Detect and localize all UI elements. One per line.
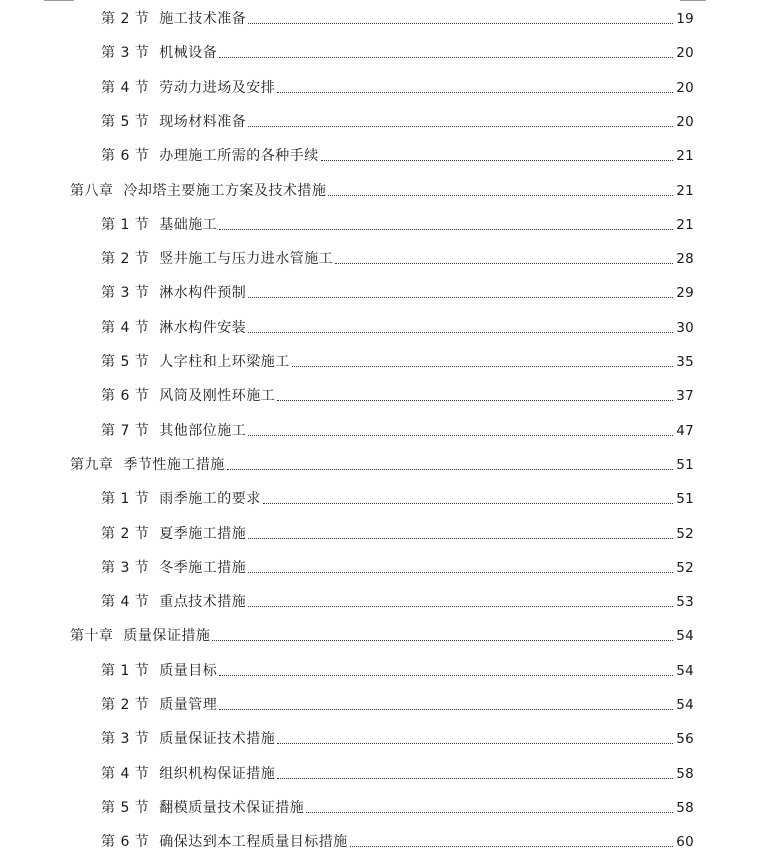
toc-page-number: 21 xyxy=(676,182,694,199)
toc-dot-leader xyxy=(248,571,673,573)
toc-entry-title: 第 2 节 夏季施工措施 xyxy=(101,525,247,542)
toc-chapter-entry[interactable] xyxy=(70,176,694,200)
toc-entry-title: 第 2 节 竖井施工与压力进水管施工 xyxy=(101,251,334,268)
toc-section-entry[interactable] xyxy=(101,107,694,131)
toc-section-entry[interactable] xyxy=(101,73,694,97)
toc-section-entry[interactable] xyxy=(101,656,694,680)
toc-dot-leader xyxy=(248,296,673,298)
toc-entry-title: 第 1 节 雨季施工的要求 xyxy=(101,491,261,508)
toc-section-entry[interactable] xyxy=(101,4,694,28)
toc-section-entry[interactable] xyxy=(101,553,694,577)
toc-page-number: 58 xyxy=(676,765,694,782)
toc-section-entry[interactable] xyxy=(101,484,694,508)
toc-section-entry[interactable] xyxy=(101,690,694,714)
toc-entry-title: 第 5 节 人字柱和上环梁施工 xyxy=(101,354,290,370)
toc-page-number: 56 xyxy=(676,731,694,748)
toc-dot-leader xyxy=(248,605,673,607)
toc-section-entry[interactable] xyxy=(101,347,694,371)
toc-page-number: 35 xyxy=(676,354,694,370)
toc-dot-leader xyxy=(335,262,673,264)
toc-page-number: 20 xyxy=(676,45,694,62)
toc-dot-leader xyxy=(248,125,673,127)
toc-entry-title: 第 1 节 基础施工 xyxy=(101,216,218,233)
toc-dot-leader xyxy=(248,331,673,333)
toc-dot-leader xyxy=(328,194,673,196)
toc-section-entry[interactable] xyxy=(101,381,694,405)
toc-section-entry[interactable] xyxy=(101,416,694,440)
toc-page-number: 58 xyxy=(676,799,694,816)
toc-dot-leader xyxy=(277,399,673,401)
toc-page-number: 20 xyxy=(676,113,694,130)
toc-page-number: 54 xyxy=(676,662,694,679)
toc-section-entry[interactable] xyxy=(101,519,694,543)
toc-dot-leader xyxy=(277,91,673,93)
toc-page-number: 21 xyxy=(676,216,694,233)
toc-dot-leader xyxy=(219,708,673,710)
toc-dot-leader xyxy=(292,365,674,367)
toc-entry-title: 第 4 节 淋水构件安装 xyxy=(101,319,247,336)
toc-dot-leader xyxy=(321,159,674,161)
toc-entry-title: 第 6 节 确保达到本工程质量目标措施 xyxy=(101,834,348,851)
toc-page-number: 51 xyxy=(676,456,694,473)
toc-dot-leader xyxy=(227,468,673,470)
toc-entry-title: 第八章 冷却塔主要施工方案及技术措施 xyxy=(70,182,327,199)
toc-dot-leader xyxy=(263,502,674,504)
toc-dot-leader xyxy=(219,674,673,676)
toc-entry-title: 第 3 节 机械设备 xyxy=(101,45,218,62)
toc-entry-title: 第 3 节 质量保证技术措施 xyxy=(101,731,276,748)
toc-entry-title: 第 2 节 施工技术准备 xyxy=(101,11,247,27)
toc-page-number: 29 xyxy=(676,285,694,302)
toc-page-number: 21 xyxy=(676,148,694,165)
toc-entry-title: 第 4 节 重点技术措施 xyxy=(101,594,247,611)
toc-page-number: 52 xyxy=(676,525,694,542)
toc-section-entry[interactable] xyxy=(101,38,694,62)
toc-section-entry[interactable] xyxy=(101,313,694,337)
toc-page-number: 54 xyxy=(676,628,694,645)
toc-section-entry[interactable] xyxy=(101,587,694,611)
page-corner-mark-left xyxy=(44,0,74,1)
toc-dot-leader xyxy=(248,434,673,436)
toc-entry-title: 第 4 节 劳动力进场及安排 xyxy=(101,79,276,96)
toc-section-entry[interactable] xyxy=(101,141,694,165)
toc-section-entry[interactable] xyxy=(101,793,694,817)
toc-entry-title: 第九章 季节性施工措施 xyxy=(70,456,225,473)
toc-entry-title: 第 2 节 质量管理 xyxy=(101,697,218,713)
toc-dot-leader xyxy=(212,639,673,641)
toc-section-entry[interactable] xyxy=(101,759,694,783)
toc-page-number: 19 xyxy=(676,11,694,27)
toc-entry-title: 第 4 节 组织机构保证措施 xyxy=(101,765,276,782)
toc-dot-leader xyxy=(219,228,673,230)
toc-page-number: 20 xyxy=(676,79,694,96)
toc-entry-title: 第 6 节 风筒及刚性环施工 xyxy=(101,388,276,405)
toc-section-entry[interactable] xyxy=(101,724,694,748)
toc-dot-leader xyxy=(248,537,673,539)
toc-page-number: 30 xyxy=(676,319,694,336)
toc-entry-title: 第 3 节 淋水构件预制 xyxy=(101,285,247,302)
toc-page-number: 53 xyxy=(676,594,694,611)
toc-dot-leader xyxy=(277,777,673,779)
toc-page-number: 51 xyxy=(676,491,694,508)
toc-dot-leader xyxy=(350,845,674,847)
toc-section-entry[interactable] xyxy=(101,278,694,302)
toc-section-entry[interactable] xyxy=(101,210,694,234)
toc-page-number: 47 xyxy=(676,422,694,439)
toc-entry-title: 第 7 节 其他部位施工 xyxy=(101,422,247,439)
toc-chapter-entry[interactable] xyxy=(70,450,694,474)
toc-section-entry[interactable] xyxy=(101,244,694,268)
toc-entry-title: 第 1 节 质量目标 xyxy=(101,662,218,679)
toc-page-number: 60 xyxy=(676,834,694,851)
toc-dot-leader xyxy=(277,742,673,744)
toc-entry-title: 第 5 节 翻模质量技术保证措施 xyxy=(101,799,305,816)
toc-page-number: 52 xyxy=(676,559,694,576)
toc-dot-leader xyxy=(306,811,673,813)
toc-page-number: 28 xyxy=(676,251,694,268)
toc-chapter-entry[interactable] xyxy=(70,621,694,645)
toc-dot-leader xyxy=(248,22,673,24)
toc-page-number: 54 xyxy=(676,697,694,713)
toc-page-number: 37 xyxy=(676,388,694,405)
toc-entry-title: 第 6 节 办理施工所需的各种手续 xyxy=(101,148,319,165)
toc-entry-title: 第十章 质量保证措施 xyxy=(70,628,211,645)
toc-entry-title: 第 3 节 冬季施工措施 xyxy=(101,559,247,576)
page-corner-mark-right xyxy=(680,0,706,1)
toc-section-entry[interactable] xyxy=(101,827,694,851)
toc-entry-title: 第 5 节 现场材料准备 xyxy=(101,113,247,130)
toc-dot-leader xyxy=(219,56,673,58)
